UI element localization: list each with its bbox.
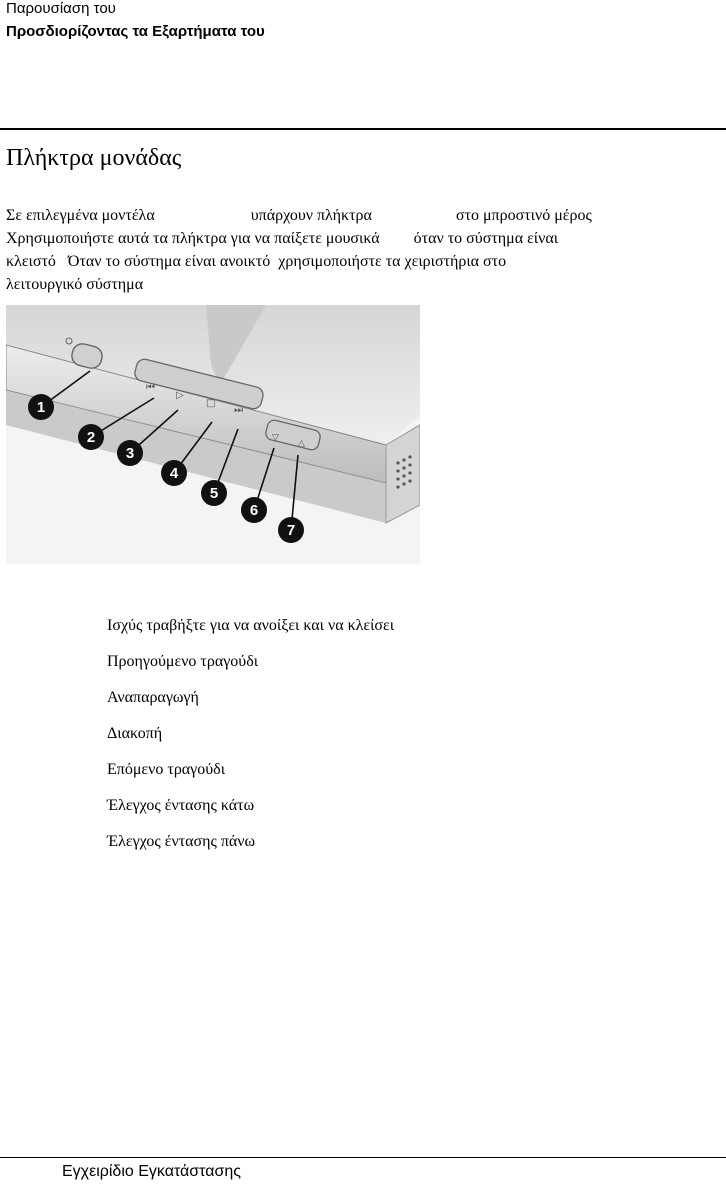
callout-number: 3 [125, 445, 135, 462]
body-line-1 [6, 204, 718, 227]
stop-icon: □ [206, 398, 216, 409]
play-icon: ▷ [176, 390, 184, 401]
device-buttons-illustration [6, 305, 420, 564]
footer-rule [0, 1157, 726, 1158]
legend-item-volume-down: Έλεγχος έντασης κάτω [107, 797, 255, 814]
running-footer: Εγχειρίδιο Εγκατάστασης [62, 1163, 241, 1180]
legend-item-stop: Διακοπή [107, 725, 163, 742]
volume-up-icon: △ [298, 439, 305, 449]
body-text-1c: στο μπροστινό μέρος [455, 207, 592, 224]
callout-number: 5 [209, 485, 219, 502]
legend-item-previous: Προηγούμενο τραγούδι [107, 653, 259, 670]
header-rule [0, 128, 726, 130]
legend-item-next: Επόμενο τραγούδι [107, 761, 226, 778]
running-header-chapter: Παρουσίαση του [6, 0, 116, 17]
callout-number: 2 [86, 429, 96, 446]
callout-6 [241, 497, 267, 523]
volume-down-icon: ▽ [272, 433, 279, 443]
body-text-2b: όταν το σύστημα είναι [413, 230, 559, 247]
callout-2 [78, 424, 104, 450]
body-text-1b: υπάρχουν πλήκτρα [250, 207, 372, 224]
callout-1 [28, 394, 54, 420]
callout-4 [161, 460, 187, 486]
body-text-3c: χρησιμοποιήστε τα χειριστήρια στο [278, 253, 507, 270]
previous-track-icon: ⏮ [146, 382, 155, 393]
body-paragraph [6, 204, 718, 296]
body-text-1a: Σε επιλεγμένα μοντέλα [6, 207, 155, 224]
next-track-icon: ⏭ [234, 405, 243, 416]
button-legend [107, 615, 427, 867]
callout-number: 4 [169, 465, 179, 482]
running-header-section: Προσδιορίζοντας τα Εξαρτήματα του [6, 23, 265, 40]
body-text-4: λειτουργικό σύστημα [6, 276, 144, 293]
callout-number: 7 [286, 522, 296, 539]
body-line-4 [6, 273, 718, 296]
body-text-3a: κλειστό [6, 253, 56, 270]
legend-item-play: Αναπαραγωγή [107, 689, 199, 706]
body-text-2a: Χρησιμοποιήστε αυτά τα πλήκτρα για να παίξετε μουσικά [6, 230, 380, 247]
body-text-3b: Όταν το σύστημα είναι ανοικτό [67, 253, 271, 270]
callout-number: 6 [249, 502, 259, 519]
legend-item-power: Ισχύς τραβήξτε για να ανοίξει και να κλείσει [107, 617, 395, 634]
callout-3 [117, 440, 143, 466]
callout-5 [201, 480, 227, 506]
legend-item-volume-up: Έλεγχος έντασης πάνω [107, 833, 256, 850]
body-line-2 [6, 227, 718, 250]
body-line-3 [6, 250, 718, 273]
callout-number: 1 [36, 399, 46, 416]
section-heading: Πλήκτρα μονάδας [6, 145, 182, 171]
callout-7 [278, 517, 304, 543]
